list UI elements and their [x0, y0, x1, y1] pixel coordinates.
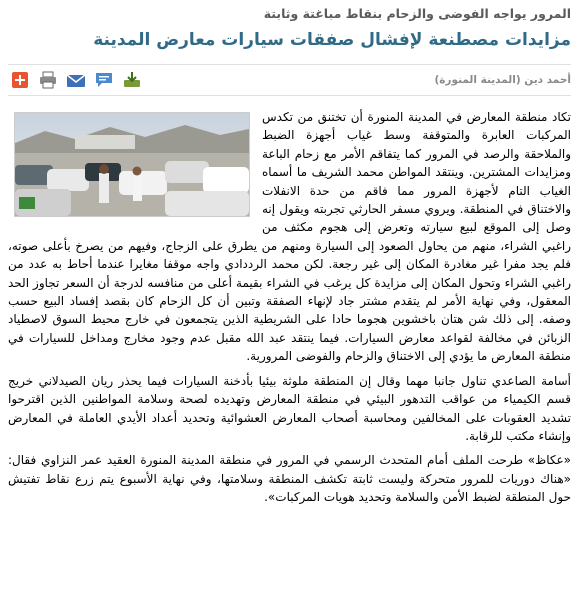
- article-paragraph-1: تكاد منطقة المعارض في المدينة المنورة أن تختنق من تكدس المركبات العابرة والمتوقفة وسط غياب أجهزة الضبط والملاحقة والرصد في المرور كما يتفاقم الأمر مع زحام الباعة ومزايدات المشترين. وينتقد المواطن محمد الشريف ما أسماه الغياب التام لأجهزة المرور مما فاقم من حدة الانفلات والاختناق في المنطقة. ويروي مسفر الحارثي تجربته ويقول إنه وصل إلى الموقع لبيع سيارته وتعرض إلى هجوم مكثف من راغبي الشراء، منهم من يحاول الصعود إلى السيارة ومنهم من يطرق على الزجاج، وفيهم من يصرخ بأعلى صوته، فلم يجد مفرا غير مغادرة المكان إلى غير رجعة. لكن محمد الرددادي واجه موقفا مغايرا عندما أحاط به عدد من راغبي الشراء وتحول المكان إلى مزايدة كل يرغب في الشراء بقيمة أعلى من منافسه لدرجة أن السعر تجاوز الحد المعقول، وفي نهاية الأمر لم يتقدم مشتر جاد لإنهاء الصفقة وتبين أن كل الزحام كان بقصد إفساد البيع حسب وصفه. إلى ذلك شن هتان باخشوين هجوما حادا على الشريطية الذين يتجمعون في خارج محيط السوق لاصطياد الزبائن في مخالفة لقواعد معارض السيارات. فيما ينتقد عبد الله مقبل عدم وجود مخارج ومداخل للسيارات في منطقة المعارض ما يؤدي إلى الاختناق والزحام والفوضى المرورية.: [8, 110, 571, 364]
- download-icon[interactable]: [122, 71, 142, 89]
- article-paragraph-2: أسامة الصاعدي تناول جانبا مهما وقال إن المنطقة ملوثة بيئيا بأدخنة السيارات فيما يحذر ريان الصيدلاني خريج قسم الكيمياء من عواقب التدهور البيئي في منطقة المعارض وتهديده لصحة وسلامة المواطنين الذين اقترحوا تشديد العقوبات على المخالفين ومحاسبة أصحاب المعارض العشوائية وتحديد أعداد الأيدي العاملة في المعارض وإنشاء مكتب للرقابة.: [8, 373, 571, 443]
- email-icon[interactable]: [66, 71, 86, 89]
- share-tools: [8, 71, 142, 89]
- article-headline: مزايدات مصطنعة لإفشال صفقات سيارات معارض المدينة: [93, 30, 571, 50]
- comment-icon[interactable]: [94, 71, 114, 89]
- article-byline: أحمد دين (المدينة المنورة): [434, 74, 571, 86]
- photo-space: [8, 108, 254, 220]
- article-kicker: المرور يواجه الفوضى والزحام بنقاط مباغتة وثابتة: [263, 6, 571, 21]
- article-toolbar: [8, 64, 571, 96]
- add-icon[interactable]: [10, 71, 30, 89]
- article-body: [8, 108, 571, 507]
- print-icon[interactable]: [38, 71, 58, 89]
- article-paragraph-3: «عكاظ» طرحت الملف أمام المتحدث الرسمي في المرور في منطقة المدينة المنورة العقيد عمر النزاوي فقال: «هناك دوريات للمرور متحركة وليست ثابتة تكشف المنطقة وسلامتها، وفي نهاية الأسبوع يتم زرع نقاط تفتيش حول المنطقة لضبط الأمن والسلامة وتحديد هويات المركبات».: [8, 453, 571, 505]
